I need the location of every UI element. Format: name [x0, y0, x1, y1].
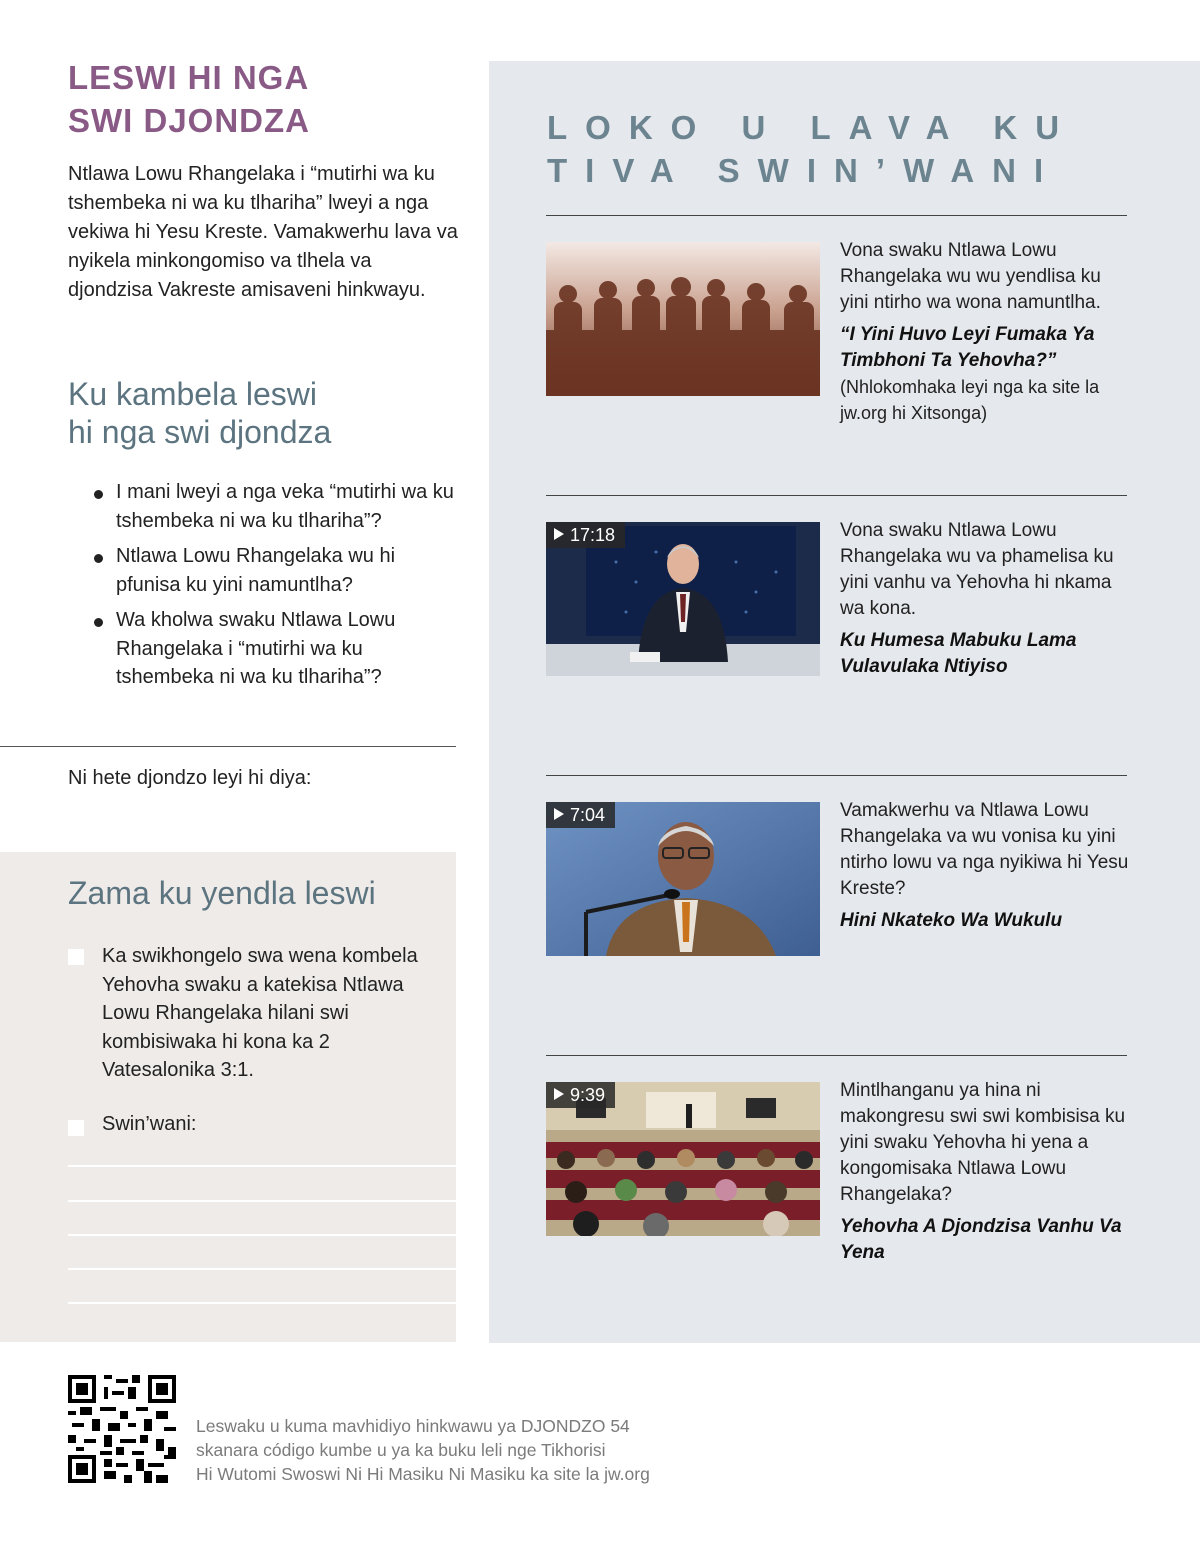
- play-icon: [554, 1088, 564, 1100]
- lesson-title-line2: SWI DJONDZA: [68, 102, 310, 139]
- item-description: Vona swaku Ntlawa Lowu Rhangelaka wu wu yendlisa ku yini ntirho wa wona namuntlha.: [840, 240, 1101, 313]
- review-question: Ntlawa Lowu Rhangelaka wu hi pfunisa ku yini namuntlha?: [92, 542, 462, 599]
- item-description: Mintlhanganu ya hina ni makongresu swi swi kombisisa ku yini swaku Yehovha hi yena a kongomisaka Ntlawa Lowu Rhangelaka?: [840, 1080, 1126, 1205]
- review-heading-line2: hi nga swi djondza: [68, 414, 332, 450]
- review-question: Wa kholwa swaku Ntlawa Lowu Rhangelaka i “mutirhi wa ku tshembeka ni wa ku tlhariha”?: [92, 606, 462, 692]
- lesson-title-line1: LESWI HI NGA: [68, 59, 310, 96]
- write-line[interactable]: [68, 1200, 456, 1202]
- try-this-item: Ka swikhongelo swa wena kombela Yehovha swaku a katekisa Ntlawa Lowu Rhangelaka hilani swi kombisiwaka hi kona ka 2 Vatesalonika 3:1.: [102, 945, 418, 1081]
- checkbox-prayer[interactable]: [68, 949, 84, 965]
- play-icon: [554, 528, 564, 540]
- item-description: Vamakwerhu va Ntlawa Lowu Rhangelaka va wu vonisa ku yini ntirho lowu va nga nyikiwa hi Yesu Kreste?: [840, 800, 1129, 899]
- learn-more-heading-line1: LOKO U LAVA KU: [547, 109, 1078, 146]
- write-line[interactable]: [68, 1234, 456, 1236]
- item-description: Vona swaku Ntlawa Lowu Rhangelaka wu va phamelisa ku yini vanhu va Yehovha hi nkama wa kona.: [840, 520, 1114, 619]
- video-thumbnail[interactable]: [546, 1082, 820, 1236]
- item-note: (Nhlokomhaka leyi nga ka site la jw.org hi Xitsonga): [840, 377, 1100, 423]
- learn-more-item: [840, 238, 1130, 426]
- video-duration: 9:39: [570, 1085, 606, 1105]
- divider: [546, 495, 1127, 496]
- intro-paragraph: Ntlawa Lowu Rhangelaka i “mutirhi wa ku tshembeka ni wa ku tlhariha” lweyi a nga vekiwa hi Yesu Kreste. Vamakwerhu lava va nyikela minkongomiso va tlhela va djondzisa Vakreste amisaveni hinkwayu.: [68, 163, 458, 301]
- learn-more-heading-line2: TIVA SWIN’WANI: [547, 152, 1062, 189]
- video-duration-badge: [546, 1082, 615, 1108]
- qr-code[interactable]: [68, 1375, 176, 1483]
- write-line[interactable]: [68, 1268, 456, 1270]
- divider: [546, 215, 1127, 216]
- completion-date-label: Ni hete djondzo leyi hi diya:: [68, 767, 312, 789]
- video-duration: 7:04: [570, 805, 606, 825]
- item-title-link[interactable]: Ku Humesa Mabuku Lama Vulavulaka Ntiyiso: [840, 630, 1077, 677]
- divider: [546, 1055, 1127, 1056]
- divider: [546, 775, 1127, 776]
- article-thumbnail[interactable]: [546, 242, 820, 396]
- item-title-link[interactable]: Yehovha A Djondzisa Vanhu Va Yena: [840, 1216, 1122, 1263]
- item-title-link[interactable]: “I Yini Huvo Leyi Fumaka Ya Timbhoni Ta Yehovha?”: [840, 324, 1095, 371]
- review-heading-line1: Ku kambela leswi: [68, 376, 317, 412]
- write-line[interactable]: [68, 1302, 456, 1304]
- write-line[interactable]: [68, 1165, 456, 1167]
- footer-line2: skanara código kumbe u ya ka buku leli nge Tikhorisi: [196, 1440, 606, 1460]
- try-this-heading: Zama ku yendla leswi: [68, 875, 376, 911]
- learn-more-item: [840, 798, 1130, 934]
- video-duration-badge: [546, 522, 625, 548]
- review-questions-list: [92, 478, 462, 699]
- lesson-title: [68, 56, 468, 142]
- play-icon: [554, 808, 564, 820]
- footer-note: [196, 1414, 756, 1486]
- footer-line1: Leswaku u kuma mavhidiyo hinkwawu ya DJONDZO 54: [196, 1416, 630, 1436]
- checkbox-other[interactable]: [68, 1120, 84, 1136]
- item-title-link[interactable]: Hini Nkateko Wa Wukulu: [840, 910, 1063, 931]
- video-thumbnail[interactable]: [546, 522, 820, 676]
- video-duration-badge: [546, 802, 615, 828]
- review-heading: [68, 375, 448, 451]
- learn-more-item: [840, 1078, 1130, 1266]
- divider: [0, 746, 456, 747]
- learn-more-heading: [547, 106, 1147, 192]
- qr-code-icon: [68, 1375, 176, 1483]
- review-question: I mani lweyi a nga veka “mutirhi wa ku tshembeka ni wa ku tlhariha”?: [92, 478, 462, 535]
- video-duration: 17:18: [570, 525, 616, 545]
- footer-line3: Hi Wutomi Swoswi Ni Hi Masiku Ni Masiku ka site la jw.org: [196, 1464, 650, 1484]
- try-this-item-other: Swin’wani:: [102, 1113, 197, 1135]
- governing-body-silhouette-image: [546, 242, 820, 396]
- video-thumbnail[interactable]: [546, 802, 820, 956]
- learn-more-item: [840, 518, 1130, 680]
